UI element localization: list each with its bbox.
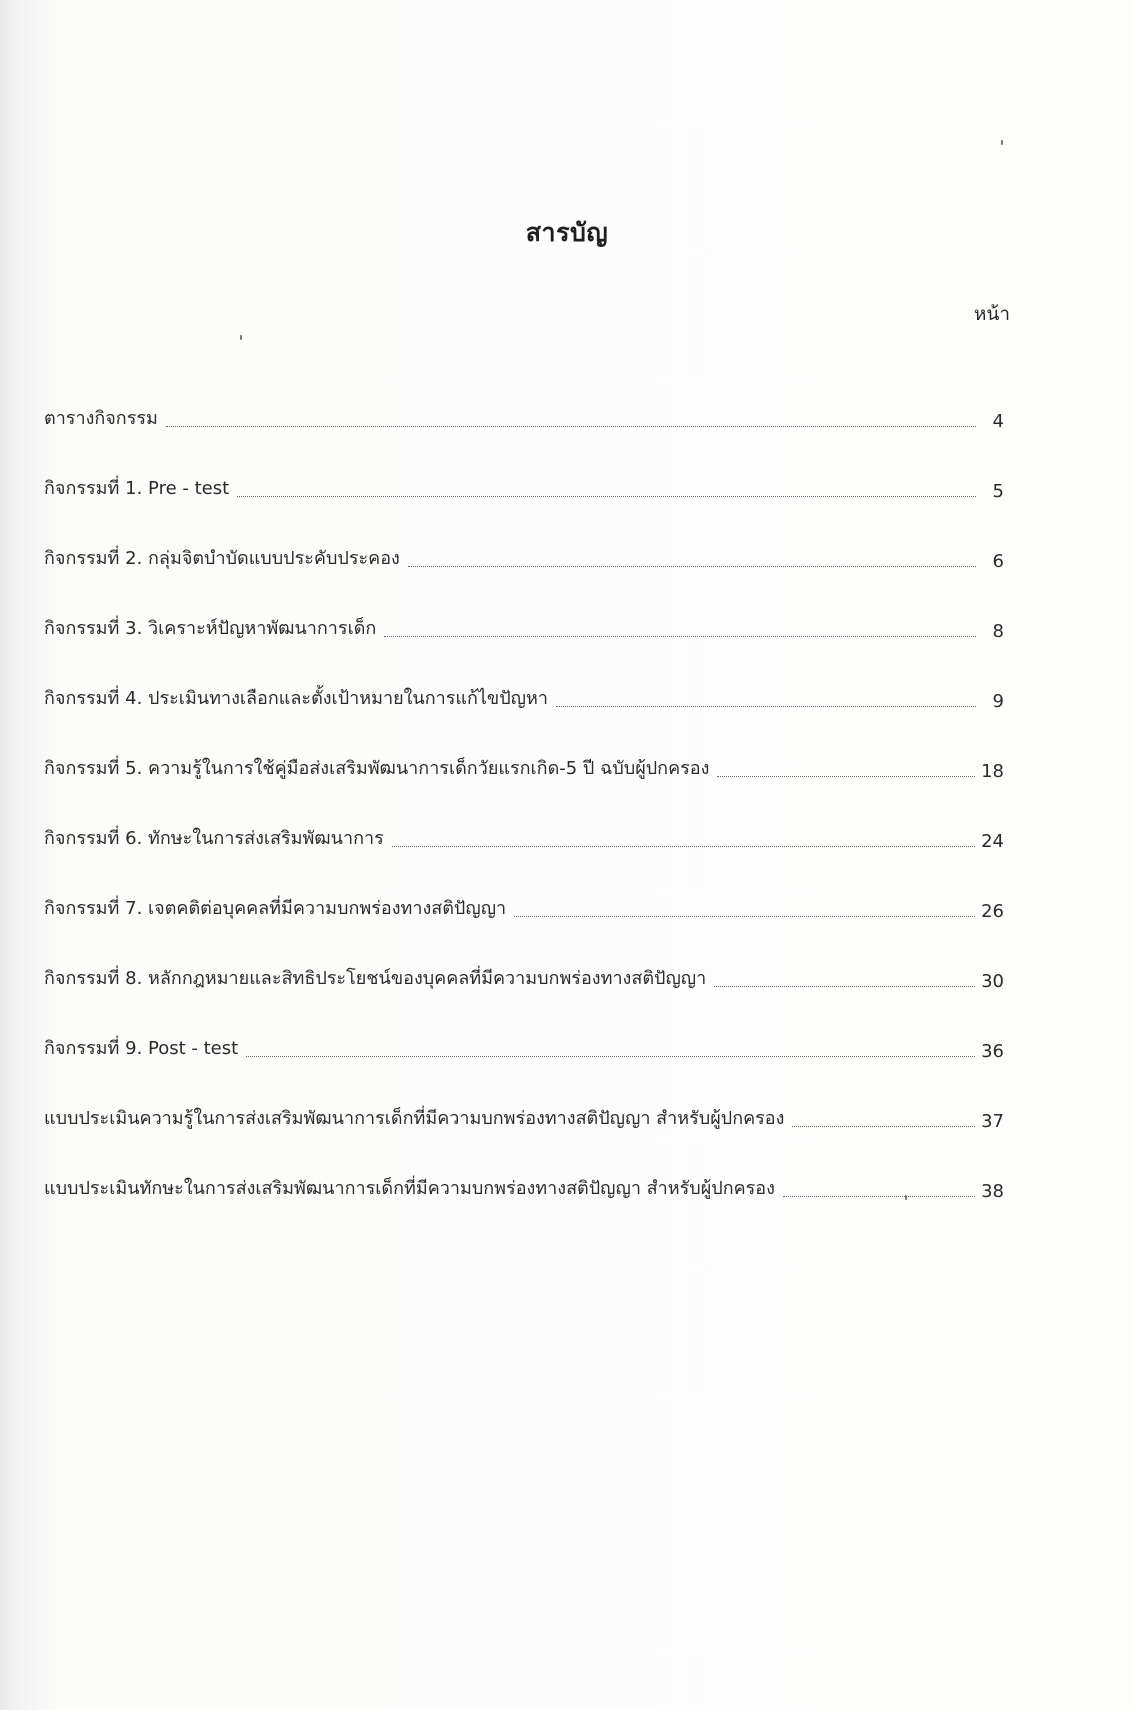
- dot-leader: [717, 776, 975, 777]
- page-column-label: หน้า: [973, 303, 1010, 325]
- dot-leader: [392, 846, 975, 847]
- toc-entry-label: กิจกรรมที่ 4. ประเมินทางเลือกและตั้งเป้าหมายในการแก้ไขปัญหา: [44, 688, 548, 709]
- dot-leader: [514, 916, 975, 917]
- toc-entry: [44, 642, 1004, 712]
- toc-entry: [44, 1062, 1004, 1132]
- toc-entry: [44, 572, 1004, 642]
- scan-speck: [240, 335, 242, 340]
- toc-entry-page: 6: [992, 551, 1004, 572]
- toc-entry-page: 4: [992, 411, 1004, 432]
- dot-leader: [783, 1196, 975, 1197]
- toc-entry: [44, 992, 1004, 1062]
- toc-entry-page: 38: [981, 1181, 1004, 1202]
- toc-entry-label: กิจกรรมที่ 2. กลุ่มจิตบำบัดแบบประคับประคอง: [44, 548, 400, 569]
- toc-entry-page: 24: [981, 831, 1004, 852]
- toc-entry-page: 18: [981, 761, 1004, 782]
- dot-leader: [246, 1056, 975, 1057]
- table-of-contents: [44, 362, 1004, 1202]
- page-title: สารบัญ: [525, 218, 609, 247]
- toc-entry-label: กิจกรรมที่ 3. วิเคราะห์ปัญหาพัฒนาการเด็ก: [44, 618, 377, 639]
- toc-entry-page: 9: [992, 691, 1004, 712]
- toc-entry: [44, 432, 1004, 502]
- toc-entry-label: ตารางกิจกรรม: [44, 408, 158, 429]
- toc-entry-label: กิจกรรมที่ 5. ความรู้ในการใช้คู่มือส่งเสริมพัฒนาการเด็กวัยแรกเกิด-5 ปี ฉบับผู้ปกครอง: [44, 758, 710, 779]
- toc-entry-label: กิจกรรมที่ 6. ทักษะในการส่งเสริมพัฒนาการ: [44, 828, 384, 849]
- toc-entry-page: 5: [992, 481, 1004, 502]
- toc-entry-page: 8: [992, 621, 1004, 642]
- toc-entry: [44, 712, 1004, 782]
- dot-leader: [408, 566, 976, 567]
- toc-entry-page: 37: [981, 1111, 1004, 1132]
- dot-leader: [384, 636, 976, 637]
- toc-entry: [44, 1132, 1004, 1202]
- dot-leader: [237, 496, 976, 497]
- toc-entry-label: กิจกรรมที่ 9. Post - test: [44, 1038, 239, 1059]
- toc-entry: [44, 922, 1004, 992]
- toc-entry-label: กิจกรรมที่ 1. Pre - test: [44, 478, 230, 499]
- dot-leader: [556, 706, 976, 707]
- scan-speck: [1001, 140, 1003, 145]
- toc-entry: [44, 852, 1004, 922]
- toc-entry-label: กิจกรรมที่ 8. หลักกฎหมายและสิทธิประโยชน์ของบุคคลที่มีความบกพร่องทางสติปัญญา: [44, 968, 707, 989]
- dot-leader: [792, 1126, 975, 1127]
- toc-entry-page: 30: [981, 971, 1004, 992]
- toc-entry-label: แบบประเมินทักษะในการส่งเสริมพัฒนาการเด็กที่มีความบกพร่องทางสติปัญญา สำหรับผู้ปกครอง: [44, 1178, 775, 1199]
- toc-entry-label: แบบประเมินความรู้ในการส่งเสริมพัฒนาการเด็กที่มีความบกพร่องทางสติปัญญา สำหรับผู้ปกครอง: [44, 1108, 785, 1129]
- dot-leader: [166, 426, 976, 427]
- dot-leader: [714, 986, 975, 987]
- toc-entry-label: กิจกรรมที่ 7. เจตคติต่อบุคคลที่มีความบกพร่องทางสติปัญญา: [44, 898, 507, 919]
- scan-speck: [905, 1195, 907, 1200]
- toc-entry: [44, 362, 1004, 432]
- toc-entry: [44, 502, 1004, 572]
- toc-entry: [44, 782, 1004, 852]
- toc-entry-page: 26: [981, 901, 1004, 922]
- toc-entry-page: 36: [981, 1041, 1004, 1062]
